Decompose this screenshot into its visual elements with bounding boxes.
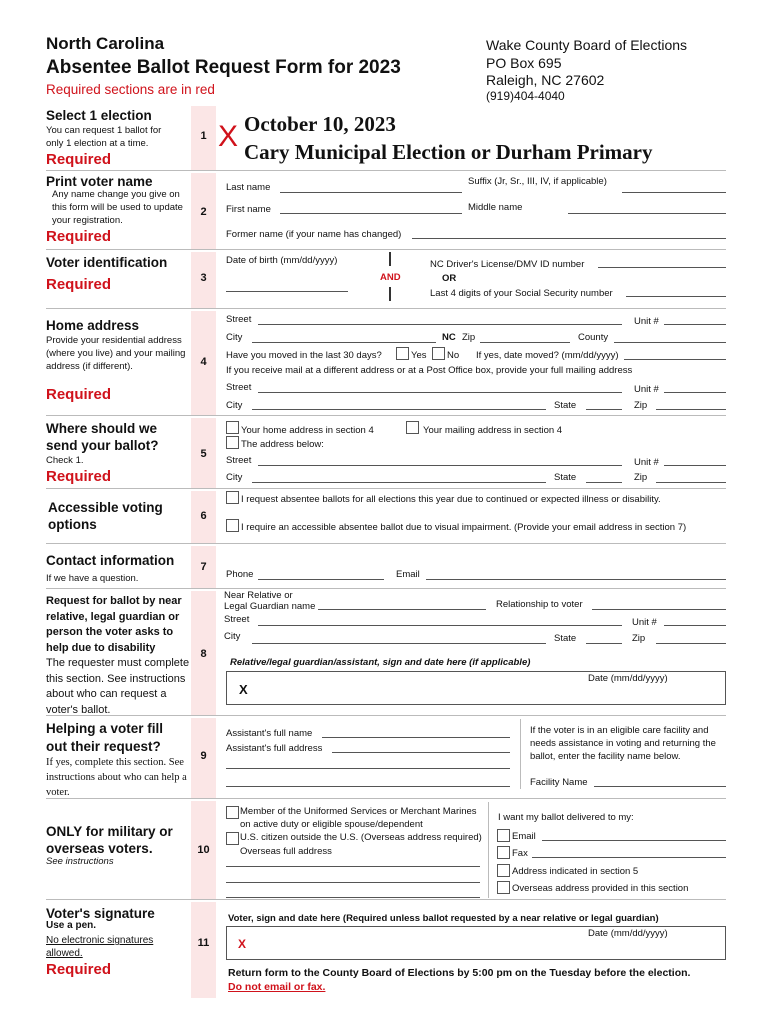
divider xyxy=(46,588,726,589)
send-street-label: Street xyxy=(226,455,252,466)
section-8-title: Request for ballot by near relative, legal guardian or person the voter asks to help due to disability xyxy=(46,595,182,654)
divider xyxy=(46,170,726,171)
section-2-title: Print voter name xyxy=(46,174,153,189)
ssn-input[interactable] xyxy=(626,296,726,297)
section-5-required: Required xyxy=(46,468,112,485)
or-label: OR xyxy=(442,273,457,284)
deliver-email-input[interactable] xyxy=(542,840,726,841)
section-5-title: Where should we send your ballot? xyxy=(46,421,159,453)
send-city-input[interactable] xyxy=(252,482,546,483)
relative-city-input[interactable] xyxy=(252,643,546,644)
divider xyxy=(46,899,726,900)
section-1-title: Select 1 election xyxy=(46,108,152,123)
zip-input[interactable] xyxy=(480,342,570,343)
board-phone: (919)404-4040 xyxy=(486,89,565,103)
send-below-checkbox[interactable] xyxy=(226,436,239,449)
relative-state-label: State xyxy=(554,633,577,644)
moved-question: Have you moved in the last 30 days? xyxy=(226,350,382,361)
relative-zip-label: Zip xyxy=(632,633,646,644)
section-11-number: 11 xyxy=(197,937,210,949)
mail-city-input[interactable] xyxy=(252,409,546,410)
facility-note: If the voter is in an eligible care facility and needs assistance in voting and returning the ballot, enter the facility name below. xyxy=(530,725,716,762)
send-zip-label: Zip xyxy=(634,472,648,483)
visual-impairment-label: I require an accessible absentee ballot due to visual impairment. (Provide your email address in section 7) xyxy=(241,522,687,533)
overseas-label: U.S. citizen outside the U.S. (Overseas address required) xyxy=(240,832,482,843)
unit-label: Unit # xyxy=(634,316,659,327)
section-3-title: Voter identification xyxy=(46,255,168,270)
send-mailing-checkbox[interactable] xyxy=(406,421,419,434)
relative-unit-input[interactable] xyxy=(664,625,726,626)
send-street-input[interactable] xyxy=(258,465,622,466)
section-2-number: 2 xyxy=(200,206,207,218)
section-5-number: 5 xyxy=(200,448,207,460)
assistant-name-input[interactable] xyxy=(322,737,510,738)
section-10-number: 10 xyxy=(197,844,210,856)
section-9-divider xyxy=(520,719,521,789)
deliver-section5-label: Address indicated in section 5 xyxy=(512,866,639,877)
moved-date-input[interactable] xyxy=(624,359,726,360)
overseas-address-line-1[interactable] xyxy=(226,866,480,867)
board-city: Raleigh, NC 27602 xyxy=(486,72,605,88)
section-8-number: 8 xyxy=(200,648,207,660)
section-10-title: ONLY for military or overseas voters. xyxy=(46,824,173,856)
send-below-label: The address below: xyxy=(241,439,324,450)
relative-name-input[interactable] xyxy=(318,609,486,610)
deliver-fax-checkbox[interactable] xyxy=(497,846,510,859)
send-home-checkbox[interactable] xyxy=(226,421,239,434)
former-name-input[interactable] xyxy=(412,238,726,239)
ssn-label: Last 4 digits of your Social Security number xyxy=(430,288,613,299)
election-check-mark[interactable]: X xyxy=(218,120,239,153)
phone-label: Phone xyxy=(226,569,254,580)
section-7-number: 7 xyxy=(200,561,207,573)
city-input[interactable] xyxy=(252,342,436,343)
street-input[interactable] xyxy=(258,324,622,325)
section-4-desc: Provide your residential address (where you live) and your mailing address (if different). xyxy=(46,335,186,372)
send-state-label: State xyxy=(554,472,577,483)
send-city-label: City xyxy=(226,472,243,483)
facility-input[interactable] xyxy=(594,786,726,787)
mail-zip-input[interactable] xyxy=(656,409,726,410)
nc-label: NC xyxy=(442,332,456,343)
mail-city-label: City xyxy=(226,400,243,411)
board-name: Wake County Board of Elections xyxy=(486,37,688,53)
deliver-overseas-checkbox[interactable] xyxy=(497,881,510,894)
first-name-input[interactable] xyxy=(280,213,462,214)
former-name-label: Former name (if your name has changed) xyxy=(226,229,402,240)
section-9-number: 9 xyxy=(200,750,207,762)
visual-impairment-checkbox[interactable] xyxy=(226,519,239,532)
middle-name-input[interactable] xyxy=(568,213,726,214)
use-pen-note: Use a pen. xyxy=(46,920,97,931)
no-esig-note: No electronic signatures allowed. xyxy=(46,935,154,959)
relative-label-2: Legal Guardian name xyxy=(224,601,316,612)
divider-bar xyxy=(389,287,391,301)
county-label: County xyxy=(578,332,609,343)
relative-unit-label: Unit # xyxy=(632,617,657,628)
election-name: Cary Municipal Election or Durham Primary xyxy=(244,140,653,164)
section-6-title: Accessible voting options xyxy=(48,500,163,532)
moved-yes-checkbox[interactable] xyxy=(396,347,409,360)
overseas-address-line-3[interactable] xyxy=(226,897,480,898)
board-po-box: PO Box 695 xyxy=(486,55,562,71)
section-7-desc: If we have a question. xyxy=(46,573,139,584)
last-name-input[interactable] xyxy=(280,192,462,193)
assistant-address-input[interactable] xyxy=(332,752,510,753)
moved-no-label: No xyxy=(447,350,460,361)
mail-unit-input[interactable] xyxy=(664,392,726,393)
section-3-required: Required xyxy=(46,276,112,293)
military-label: Member of the Uniformed Services or Merchant Marines on active duty or eligible spouse/dependent xyxy=(240,806,477,830)
deliver-email-label: Email xyxy=(512,831,536,842)
middle-name-label: Middle name xyxy=(468,202,523,213)
relationship-label: Relationship to voter xyxy=(496,599,583,610)
dob-input[interactable] xyxy=(226,291,348,292)
divider xyxy=(46,308,726,309)
relative-state-input[interactable] xyxy=(586,643,622,644)
relative-sign-label: Relative/legal guardian/assistant, sign and date here (if applicable) xyxy=(230,657,531,668)
election-date: October 10, 2023 xyxy=(244,112,396,136)
assistant-address-line-2[interactable] xyxy=(226,768,510,769)
mail-street-input[interactable] xyxy=(258,392,622,393)
phone-input[interactable] xyxy=(258,579,384,580)
section-2-desc: Any name change you give on this form will be used to update your registration. xyxy=(52,189,183,226)
section-4-required: Required xyxy=(46,386,112,403)
divider xyxy=(46,249,726,250)
send-home-label: Your home address in section 4 xyxy=(241,425,374,436)
section-2-required: Required xyxy=(46,228,112,245)
suffix-input[interactable] xyxy=(622,192,726,193)
relationship-input[interactable] xyxy=(592,609,726,610)
unit-input[interactable] xyxy=(664,324,726,325)
deliver-email-checkbox[interactable] xyxy=(497,829,510,842)
mailing-note: If you receive mail at a different address or at a Post Office box, provide your full mailing address xyxy=(226,365,633,376)
overseas-checkbox[interactable] xyxy=(226,832,239,845)
overseas-address-line-2[interactable] xyxy=(226,882,480,883)
facility-label: Facility Name xyxy=(530,777,588,788)
suffix-label: Suffix (Jr, Sr., III, IV, if applicable) xyxy=(468,176,607,187)
state-name: North Carolina xyxy=(46,34,165,53)
relative-street-input[interactable] xyxy=(258,625,622,626)
assistant-address-line-3[interactable] xyxy=(226,786,510,787)
divider xyxy=(46,488,726,489)
section-10-divider xyxy=(488,802,489,898)
mail-zip-label: Zip xyxy=(634,400,648,411)
divider xyxy=(46,415,726,416)
send-unit-label: Unit # xyxy=(634,457,659,468)
moved-no-checkbox[interactable] xyxy=(432,347,445,360)
voter-sign-label: Voter, sign and date here (Required unless ballot requested by a near relative or legal guardian) xyxy=(228,913,659,924)
section-9-title: Helping a voter fill out their request? xyxy=(46,721,164,754)
moved-yes-label: Yes xyxy=(411,350,427,361)
section-9-desc: If yes, complete this section. See instructions about who can help a voter. xyxy=(46,757,187,798)
section-1-desc: You can request 1 ballot for only 1 election at a time. xyxy=(46,125,162,149)
relative-date-label: Date (mm/dd/yyyy) xyxy=(588,673,668,684)
section-1-required: Required xyxy=(46,151,112,168)
deliver-fax-input[interactable] xyxy=(532,857,726,858)
assistant-address-label: Assistant's full address xyxy=(226,743,323,754)
mail-street-label: Street xyxy=(226,382,252,393)
return-instructions: Return form to the County Board of Elections by 5:00 pm on the Tuesday before the election. xyxy=(228,967,691,979)
form-title: Absentee Ballot Request Form for 2023 xyxy=(46,57,401,78)
send-unit-input[interactable] xyxy=(664,465,726,466)
relative-label-1: Near Relative or xyxy=(224,590,293,601)
overseas-full-address-label: Overseas full address xyxy=(240,846,332,857)
divider-bar xyxy=(389,252,391,266)
divider xyxy=(46,543,726,544)
mail-state-label: State xyxy=(554,400,577,411)
section-1-number: 1 xyxy=(200,130,207,142)
assistant-name-label: Assistant's full name xyxy=(226,728,313,739)
send-state-input[interactable] xyxy=(586,482,622,483)
first-name-label: First name xyxy=(226,204,271,215)
street-label: Street xyxy=(226,314,252,325)
mail-unit-label: Unit # xyxy=(634,384,659,395)
relative-city-label: City xyxy=(224,631,241,642)
section-10-desc: See instructions xyxy=(46,856,114,867)
county-input[interactable] xyxy=(614,342,726,343)
illness-label: I request absentee ballots for all elections this year due to continued or expected illness or disability. xyxy=(241,494,661,505)
email-input[interactable] xyxy=(426,579,726,580)
relative-zip-input[interactable] xyxy=(656,643,726,644)
deliver-overseas-label: Overseas address provided in this section xyxy=(512,883,689,894)
relative-street-label: Street xyxy=(224,614,250,625)
section-7-title: Contact information xyxy=(46,553,175,568)
deliver-fax-label: Fax xyxy=(512,848,528,859)
mail-state-input[interactable] xyxy=(586,409,622,410)
voter-date-label: Date (mm/dd/yyyy) xyxy=(588,928,668,939)
send-mailing-label: Your mailing address in section 4 xyxy=(423,425,563,436)
section-3-number: 3 xyxy=(200,272,207,284)
section-11-bar xyxy=(191,902,216,998)
email-label: Email xyxy=(396,569,420,580)
send-zip-input[interactable] xyxy=(656,482,726,483)
deliver-section5-checkbox[interactable] xyxy=(497,864,510,877)
zip-label: Zip xyxy=(462,332,476,343)
relative-sign-mark: X xyxy=(239,682,248,697)
section-5-desc: Check 1. xyxy=(46,455,84,466)
section-11-required: Required xyxy=(46,961,112,978)
deliver-label: I want my ballot delivered to my: xyxy=(498,812,634,823)
last-name-label: Last name xyxy=(226,182,271,193)
section-4-number: 4 xyxy=(200,356,207,368)
dob-label: Date of birth (mm/dd/yyyy) xyxy=(226,255,338,266)
dl-input[interactable] xyxy=(598,267,726,268)
military-checkbox[interactable] xyxy=(226,806,239,819)
voter-sign-mark: X xyxy=(238,937,247,951)
city-label: City xyxy=(226,332,243,343)
no-email-fax-note: Do not email or fax. xyxy=(228,981,326,993)
section-4-title: Home address xyxy=(46,318,140,333)
section-11-title: Voter's signature xyxy=(46,906,155,921)
section-8-desc: The requester must complete this section. See instructions about who can request a voter's ballot. xyxy=(46,657,190,716)
dl-label: NC Driver's License/DMV ID number xyxy=(430,259,585,270)
required-note: Required sections are in red xyxy=(46,82,215,97)
moved-date-label: If yes, date moved? (mm/dd/yyyy) xyxy=(476,350,619,361)
and-label: AND xyxy=(380,272,401,283)
illness-checkbox[interactable] xyxy=(226,491,239,504)
section-6-number: 6 xyxy=(200,510,207,522)
